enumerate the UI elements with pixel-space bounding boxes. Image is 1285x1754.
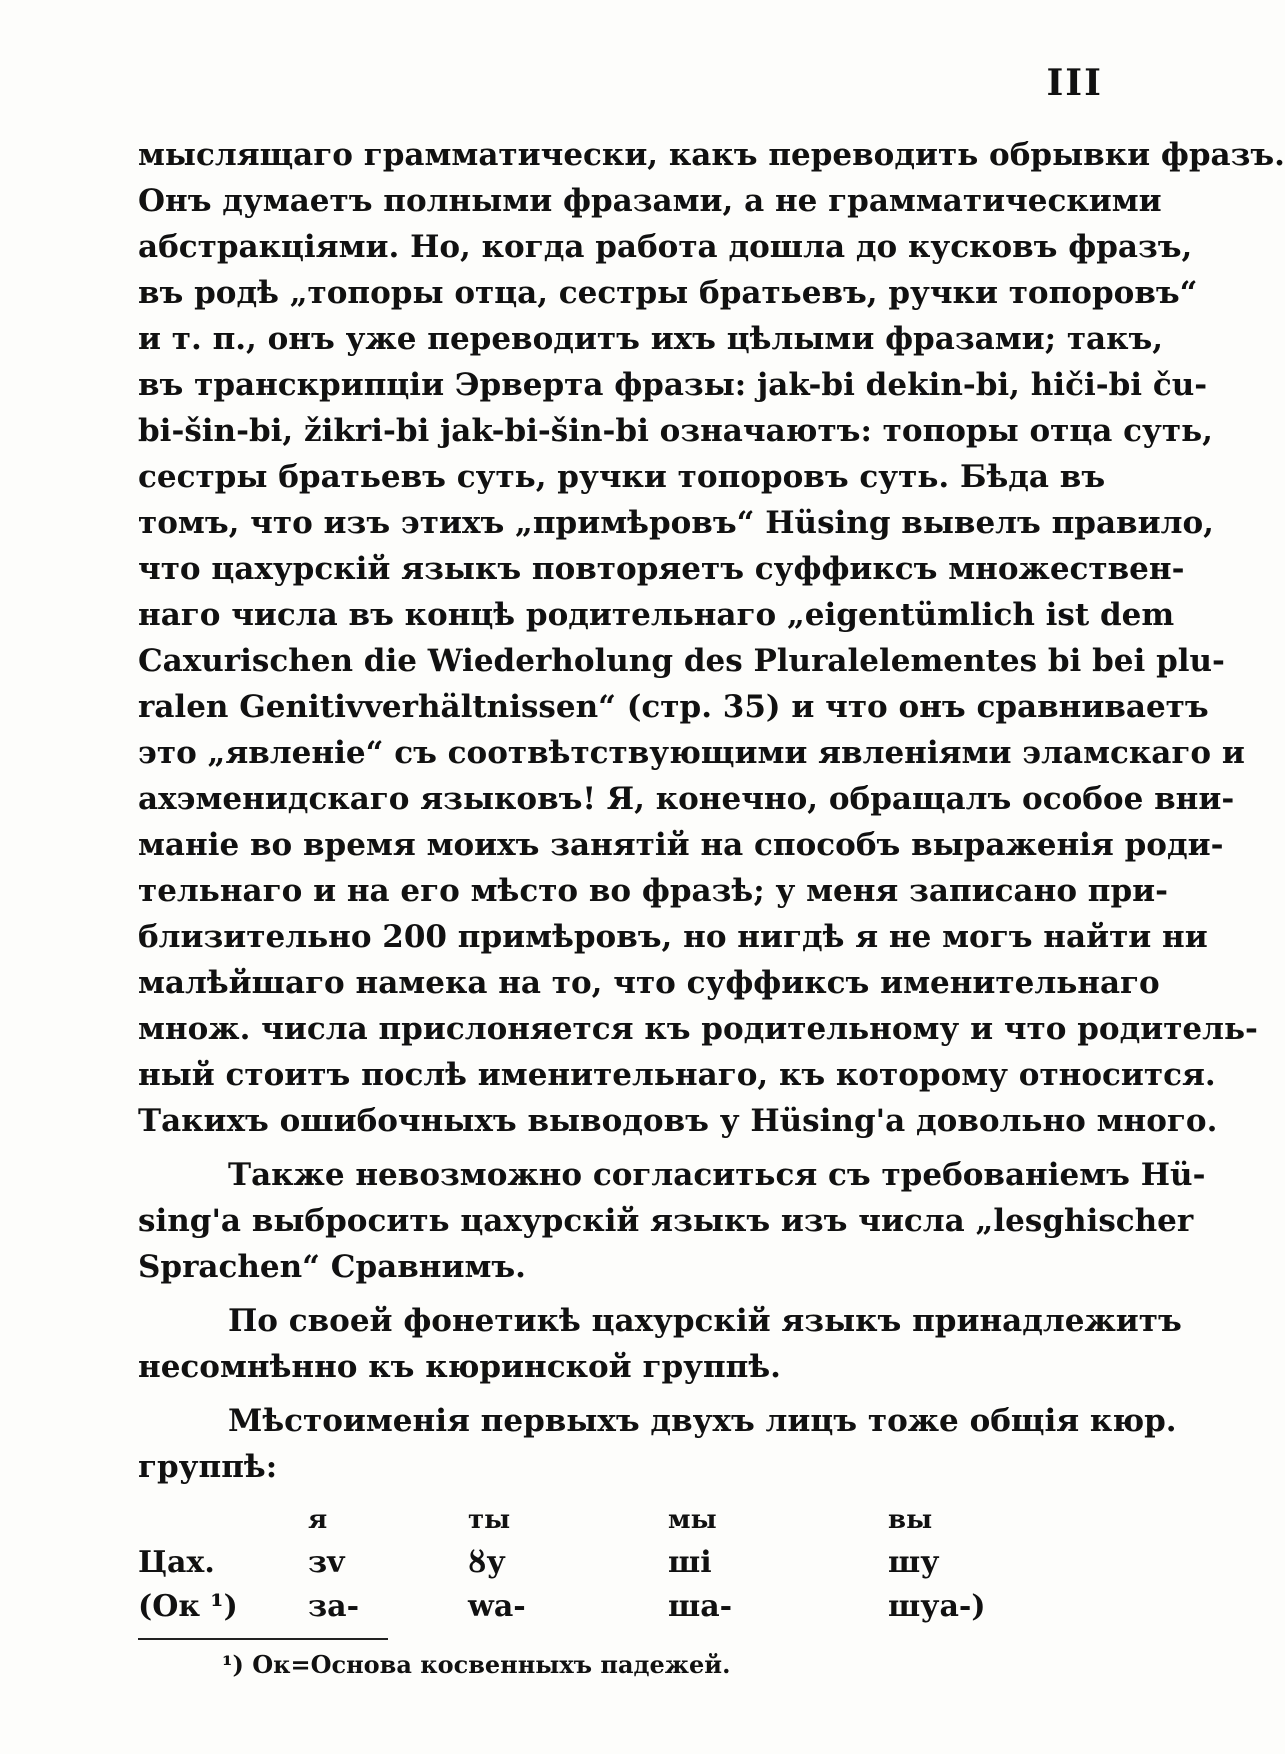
table-row (138, 1584, 1048, 1628)
text-line: Также невозможно согласиться съ требованіемъ Hü- (228, 1157, 1206, 1193)
paragraph-gap (138, 1290, 1104, 1298)
text-line: и т. п., онъ уже переводитъ ихъ цѣлыми фразами; такъ, (138, 321, 1164, 357)
text-line: ахэменидскаго языковъ! Я, конечно, обращалъ особое вни- (138, 781, 1235, 817)
row-label: Цах. (138, 1544, 215, 1580)
footnote-mark: ¹) (222, 1650, 244, 1679)
footnote-text: Ок=Основа косвенныхъ падежей. (252, 1650, 731, 1679)
text-line: Sprachen“ Сравнимъ. (138, 1249, 526, 1285)
paragraph-gap (138, 1144, 1104, 1152)
text-line: bi-šin-bi, žikri-bi jak-bi-šin-bi означаютъ: топоры отца суть, (138, 413, 1213, 449)
body-text (138, 132, 1285, 1490)
header-cell: мы (668, 1505, 717, 1535)
table-cell: шу (888, 1544, 940, 1580)
table-cell: ȣу (468, 1544, 506, 1580)
text-line: группѣ: (138, 1449, 278, 1485)
paragraph (138, 1398, 1177, 1490)
footnote-divider (138, 1638, 388, 1640)
header-cell: я (308, 1505, 328, 1535)
table-cell: ші (668, 1544, 712, 1580)
text-line: Онъ думаетъ полными фразами, а не грамматическими (138, 183, 1162, 219)
text-line: мыслящаго грамматически, какъ переводить обрывки фразъ. (138, 137, 1285, 173)
table-cell: шуа-) (888, 1588, 986, 1624)
paragraph (138, 1298, 1182, 1390)
text-line: это „явленіе“ съ соотвѣтствующими явленіями эламскаго и (138, 735, 1245, 771)
paragraph (138, 132, 1285, 1144)
text-line: По своей фонетикѣ цахурскій языкъ принадлежитъ (228, 1303, 1182, 1339)
text-line: ralen Genitivverhältnissen“ (стр. 35) и что онъ сравниваетъ (138, 689, 1209, 725)
text-line: въ родѣ „топоры отца, сестры братьевъ, ручки топоровъ“ (138, 275, 1198, 311)
pronoun-table (138, 1500, 1048, 1628)
table-cell: за- (308, 1588, 360, 1624)
text-line: Мѣстоименія первыхъ двухъ лицъ тоже общія кюр. (228, 1403, 1177, 1439)
text-line: въ транскрипціи Эрверта фразы: jak-bi dekin-bi, hiči-bi ču- (138, 367, 1208, 403)
text-line: что цахурскій языкъ повторяетъ суффиксъ множествен- (138, 551, 1185, 587)
text-line: наго числа въ концѣ родительнаго „eigentümlich ist dem (138, 597, 1175, 633)
text-line: Такихъ ошибочныхъ выводовъ у Hüsing'а довольно много. (138, 1103, 1218, 1139)
text-line: ный стоитъ послѣ именительнаго, къ которому относится. (138, 1057, 1216, 1093)
text-line: томъ, что изъ этихъ „примѣровъ“ Hüsing вывелъ правило, (138, 505, 1214, 541)
text-line: абстракціями. Но, когда работа дошла до кусковъ фразъ, (138, 229, 1193, 265)
header-cell: вы (888, 1505, 933, 1535)
footnote (222, 1650, 730, 1679)
text-line: маніе во время моихъ занятій на способъ выраженія роди- (138, 827, 1224, 863)
page-number: III (1046, 62, 1103, 104)
header-cell: ты (468, 1505, 511, 1535)
table-cell: wa- (468, 1588, 526, 1624)
header-empty-cell (138, 1500, 308, 1540)
text-line: Caxurischen die Wiederholung des Pluralelementes bi bei plu- (138, 643, 1225, 679)
text-line: множ. числа прислоняется къ родительному и что родитель- (138, 1011, 1258, 1047)
pronoun-header-row (138, 1500, 1048, 1540)
text-line: близительно 200 примѣровъ, но нигдѣ я не могъ найти ни (138, 919, 1208, 955)
paragraph (138, 1152, 1206, 1290)
table-cell: зv (308, 1544, 345, 1580)
row-label: (Ок ¹) (138, 1588, 238, 1624)
text-line: тельнаго и на его мѣсто во фразѣ; у меня записано при- (138, 873, 1169, 909)
paragraph-container (138, 132, 1285, 1490)
text-line: несомнѣнно къ кюринской группѣ. (138, 1349, 781, 1385)
text-line: sing'а выбросить цахурскій языкъ изъ числа „lesghischer (138, 1203, 1194, 1239)
paragraph-gap (138, 1390, 1104, 1398)
text-line: сестры братьевъ суть, ручки топоровъ суть. Бѣда въ (138, 459, 1106, 495)
text-line: малѣйшаго намека на то, что суффиксъ именительнаго (138, 965, 1160, 1001)
table-cell: ша- (668, 1588, 733, 1624)
table-row (138, 1540, 1048, 1584)
